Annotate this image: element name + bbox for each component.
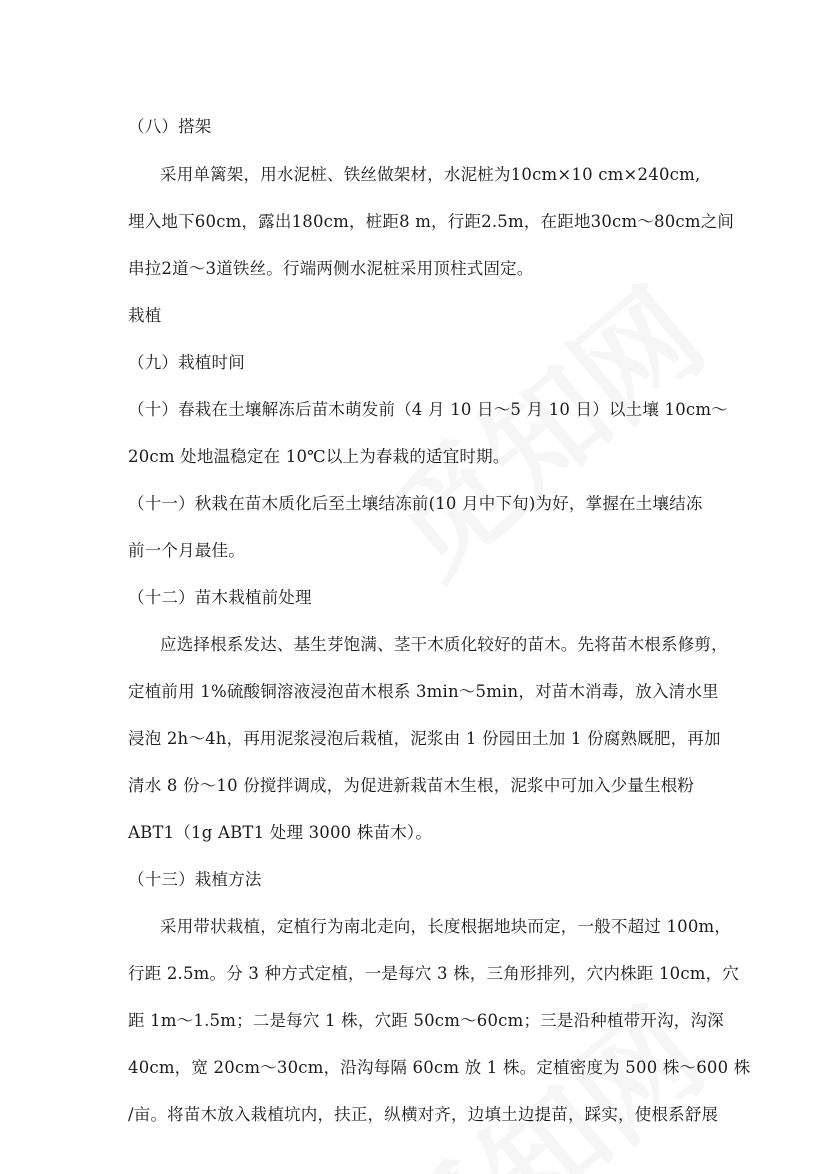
section-heading: （八）搭架 — [128, 117, 212, 136]
section-heading: （十三）栽植方法 — [128, 870, 262, 889]
paragraph-line: /亩。将苗木放入栽植坑内，扶正，纵横对齐，边填土边提苗，踩实，使根系舒展 — [128, 1105, 719, 1124]
paragraph-line: 行距 2.5m。分 3 种方式定植，一是每穴 3 株，三角形排列，穴内株距 10cm，穴 — [128, 964, 740, 983]
paragraph-line: 采用带状栽植，定植行为南北走向，长度根据地块而定，一般不超过 100m， — [160, 917, 732, 936]
paragraph-line: 40cm，宽 20cm～30cm，沿沟每隔 60cm 放 1 株。定植密度为 500 株～600 株 — [128, 1058, 751, 1077]
paragraph-line: 20cm 处地温稳定在 10℃以上为春栽的适宜时期。 — [128, 447, 510, 466]
paragraph-line: 采用单篱架，用水泥桩、铁丝做架材，水泥桩为10cm×10 cm×240cm, — [160, 165, 701, 184]
paragraph-line: 前一个月最佳。 — [128, 541, 245, 560]
paragraph-line: （十）春栽在土壤解冻后苗木萌发前（4 月 10 日～5 月 10 日）以土壤 10cm～ — [128, 400, 728, 419]
section-heading: （十二）苗木栽植前处理 — [128, 588, 312, 607]
section-heading: （九）栽植时间 — [128, 353, 245, 372]
paragraph-line: 清水 8 份～10 份搅拌调成，为促进新栽苗木生根，泥浆中可加入少量生根粉 — [128, 776, 695, 795]
paragraph-line: 串拉2道～3道铁丝。行端两侧水泥桩采用顶柱式固定。 — [128, 259, 534, 278]
paragraph-line: 距 1m～1.5m；二是每穴 1 株，穴距 50cm～60cm；三是沿种植带开沟，沟深 — [128, 1011, 724, 1030]
paragraph-line: ABT1（1g ABT1 处理 3000 株苗木）。 — [128, 823, 433, 842]
section-heading: 栽植 — [128, 306, 162, 325]
paragraph-line: （十一）秋栽在苗木质化后至土壤结冻前(10 月中下旬)为好，掌握在土壤结冻 — [128, 494, 703, 513]
paragraph-line: 浸泡 2h～4h，再用泥浆浸泡后栽植，泥浆由 1 份园田土加 1 份腐熟厩肥，再加 — [128, 729, 721, 748]
paragraph-line: 应选择根系发达、基生芽饱满、茎干木质化较好的苗木。先将苗木根系修剪， — [160, 635, 728, 654]
watermark — [347, 244, 733, 607]
paragraph-line: 定植前用 1%硫酸铜溶液浸泡苗木根系 3min～5min，对苗木消毒，放入清水里 — [128, 682, 719, 701]
paragraph-line: 埋入地下60cm，露出180cm，桩距8 m，行距2.5m，在距地30cm～80cm之间 — [128, 212, 735, 231]
